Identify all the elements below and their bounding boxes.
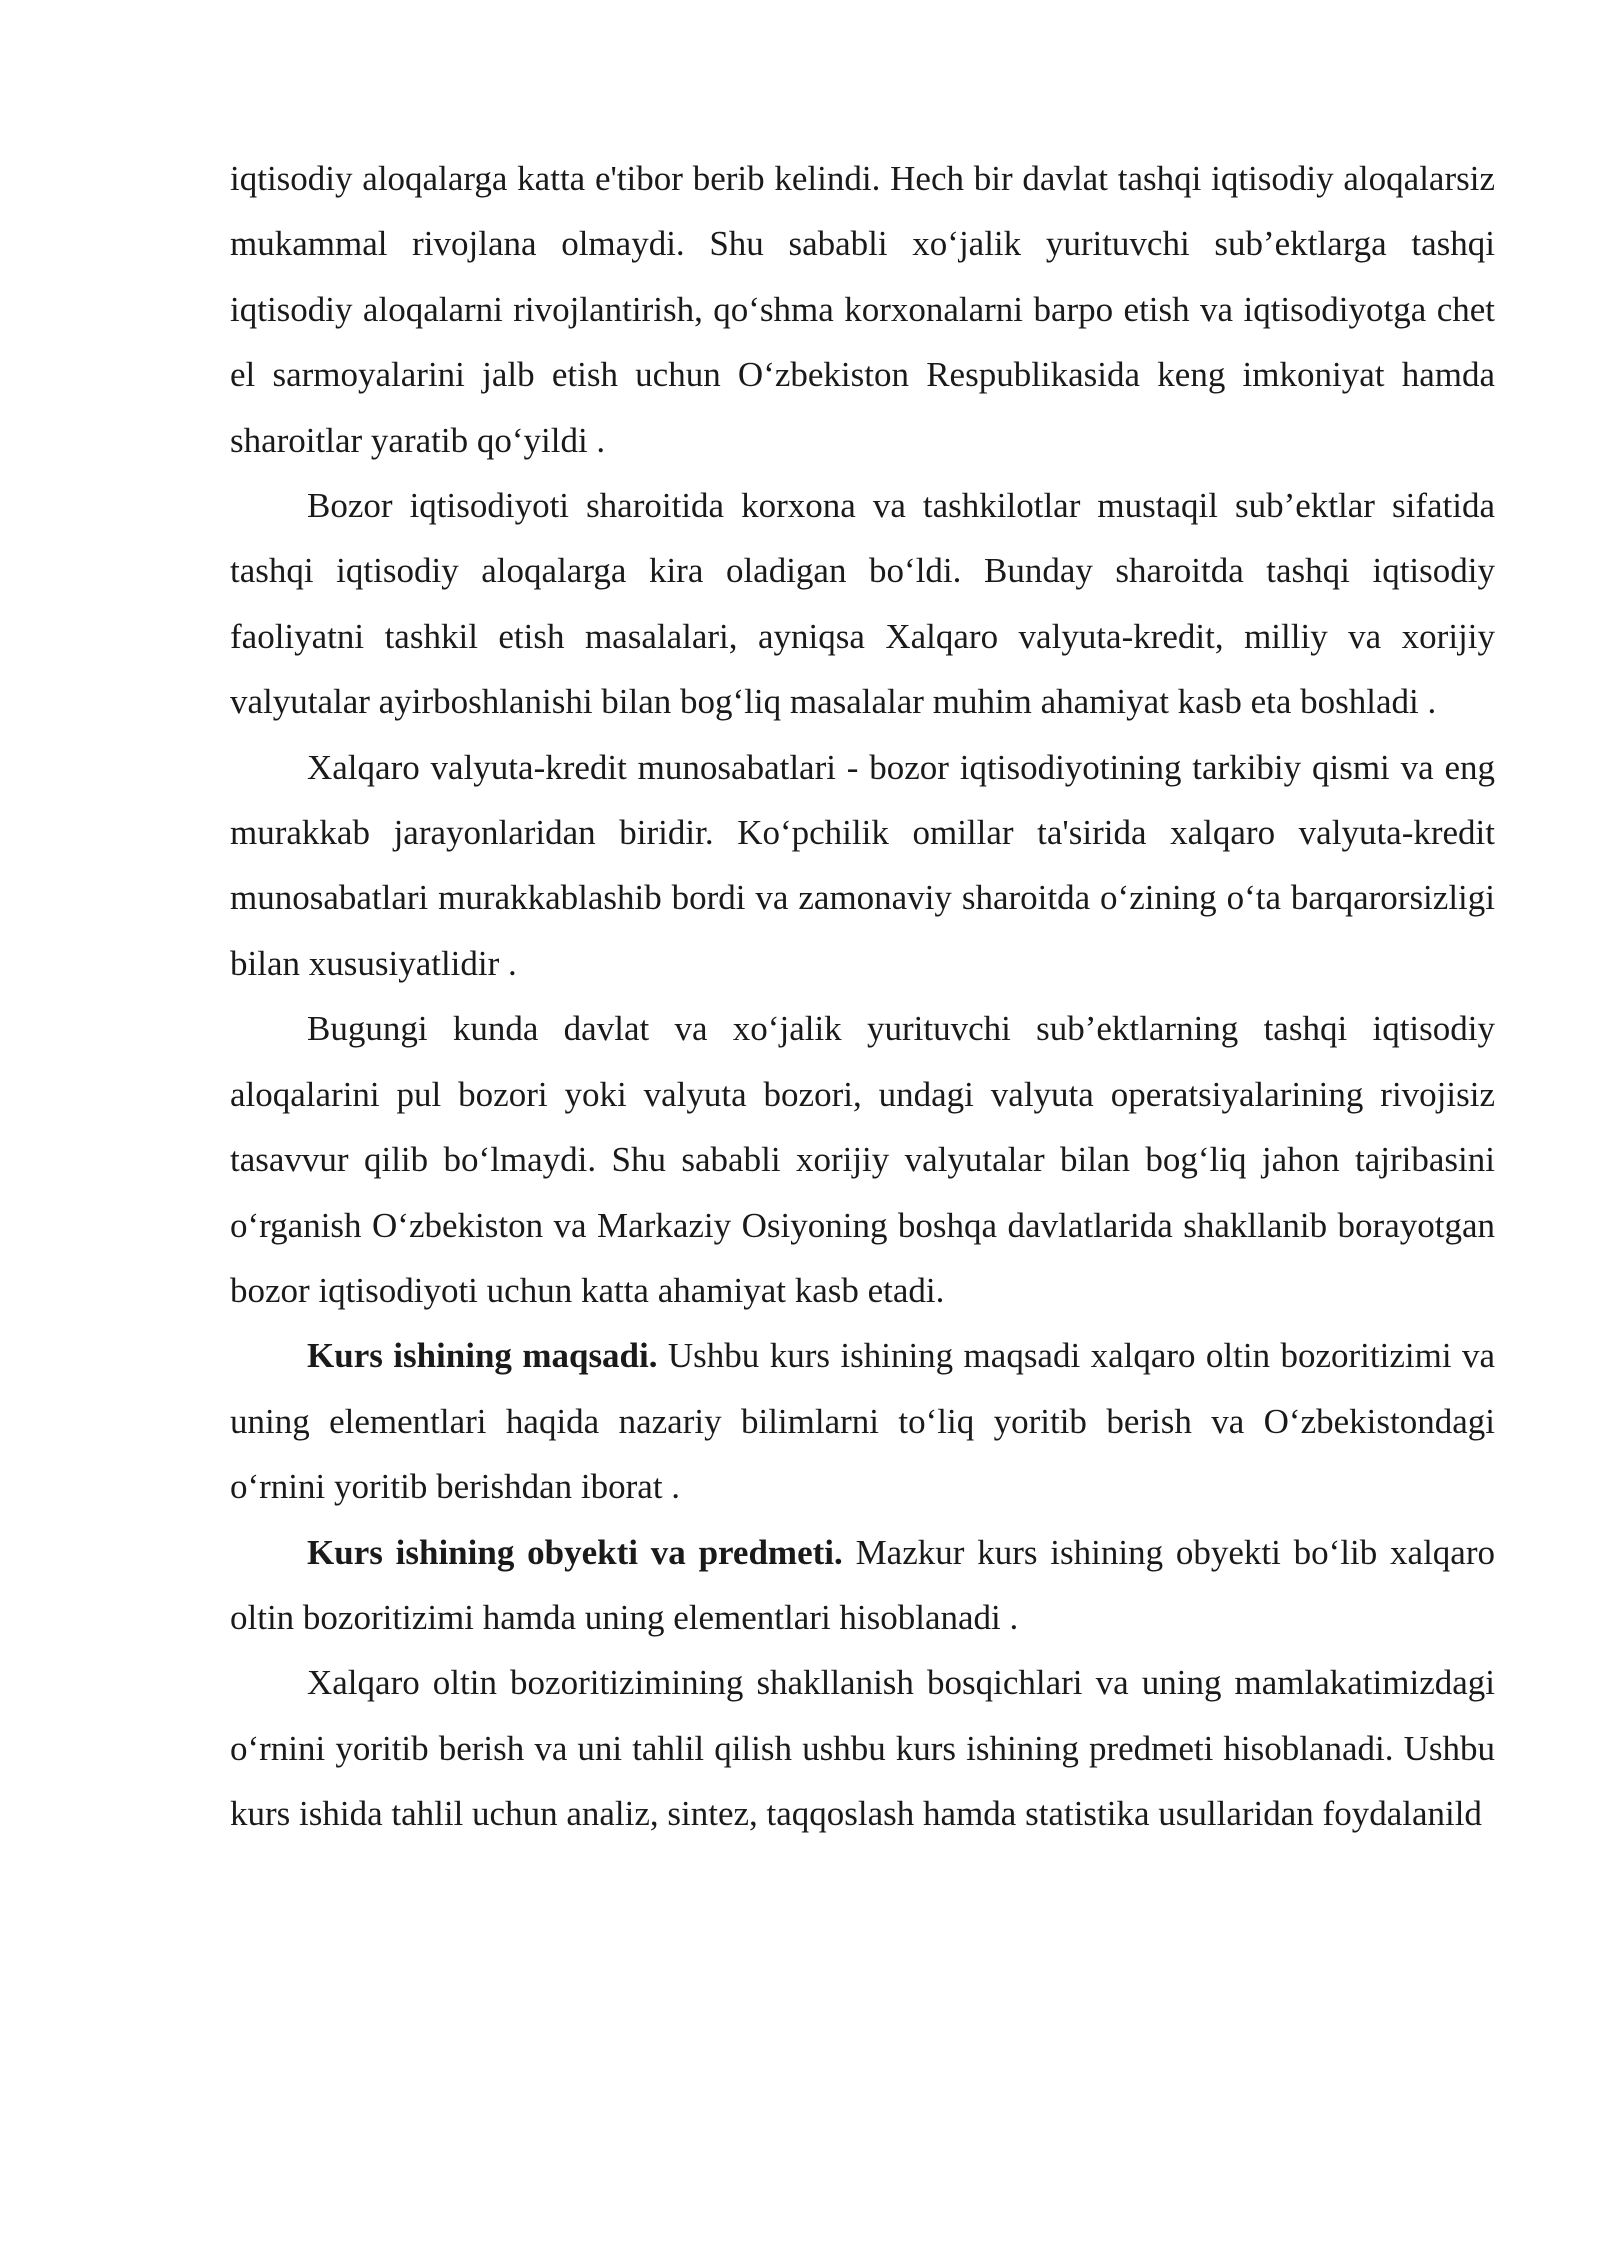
paragraph-7 bbox=[230, 1650, 1495, 1846]
paragraph-7-text: Xalqaro oltin bozoritizimining shakllanish bosqichlari va uning mamlakatimizdagi o‘rnini yoritib berish va uni tahlil qilish ushbu kurs ishining predmeti hisoblanadi. Ushbu kurs ishida tahlil uchun analiz, sintez, taqqoslash hamda statistika usullaridan foydalanild bbox=[230, 1663, 1495, 1834]
paragraph-3-text: Xalqaro valyuta-kredit munosabatlari - bozor iqtisodiyotining tarkibiy qismi va eng murakkab jarayonlaridan biridir. Ko‘pchilik omillar ta'sirida xalqaro valyuta-kredit munosabatlari murakkablashib bordi va zamonaviy sharoitda o‘zining o‘ta barqarorsizligi bilan xususiyatlidir . bbox=[230, 747, 1495, 983]
paragraph-2 bbox=[230, 473, 1495, 735]
paragraph-1 bbox=[230, 146, 1495, 473]
paragraph-2-text: Bozor iqtisodiyoti sharoitida korxona va tashkilotlar mustaqil sub’ektlar sifatida tashqi iqtisodiy aloqalarga kira oladigan bo‘ldi. Bunday sharoitda tashqi iqtisodiy faoliyatni tashkil etish masalalari, ayniqsa Xalqaro valyuta-kredit, milliy va xorijiy valyutalar ayirboshlanishi bilan bog‘liq masalalar muhim ahamiyat kasb eta boshladi . bbox=[230, 486, 1495, 722]
paragraph-6-text: Mazkur kurs ishining obyekti bo‘lib xalqaro oltin bozoritizimi hamda uning elementlari hisoblanadi . bbox=[230, 1532, 1495, 1637]
paragraph-6-lead: Kurs ishining obyekti va predmeti. bbox=[307, 1532, 843, 1572]
paragraph-5-text: Ushbu kurs ishining maqsadi xalqaro oltin bozoritizimi va uning elementlari haqida nazariy bilimlarni to‘liq yoritib berish va O‘zbekistondagi o‘rnini yoritib berishdan iborat . bbox=[230, 1336, 1495, 1507]
paragraph-5-lead: Kurs ishining maqsadi. bbox=[307, 1336, 658, 1376]
paragraph-5 bbox=[230, 1323, 1495, 1519]
paragraph-3 bbox=[230, 735, 1495, 997]
paragraph-4-text: Bugungi kunda davlat va xo‘jalik yurituvchi sub’ektlarning tashqi iqtisodiy aloqalarini pul bozori yoki valyuta bozori, undagi valyuta operatsiyalarining rivojisiz tasavvur qilib bo‘lmaydi. Shu sababli xorijiy valyutalar bilan bog‘liq jahon tajribasini o‘rganish O‘zbekiston va Markaziy Osiyoning boshqa davlatlarida shakllanib borayotgan bozor iqtisodiyoti uchun katta ahamiyat kasb etadi. bbox=[230, 1009, 1495, 1310]
paragraph-4 bbox=[230, 996, 1495, 1323]
document-body bbox=[230, 146, 1495, 1847]
paragraph-1-text: iqtisodiy aloqalarga katta e'tibor berib kelindi. Hech bir davlat tashqi iqtisodiy aloqalarsiz mukammal rivojlana olmaydi. Shu sababli xo‘jalik yurituvchi sub’ektlarga tashqi iqtisodiy aloqalarni rivojlantirish, qo‘shma korxonalarni barpo etish va iqtisodiyotga chet el sarmoyalarini jalb etish uchun O‘zbekiston Respublikasida keng imkoniyat hamda sharoitlar yaratib qo‘yildi . bbox=[230, 159, 1495, 460]
paragraph-6 bbox=[230, 1520, 1495, 1651]
